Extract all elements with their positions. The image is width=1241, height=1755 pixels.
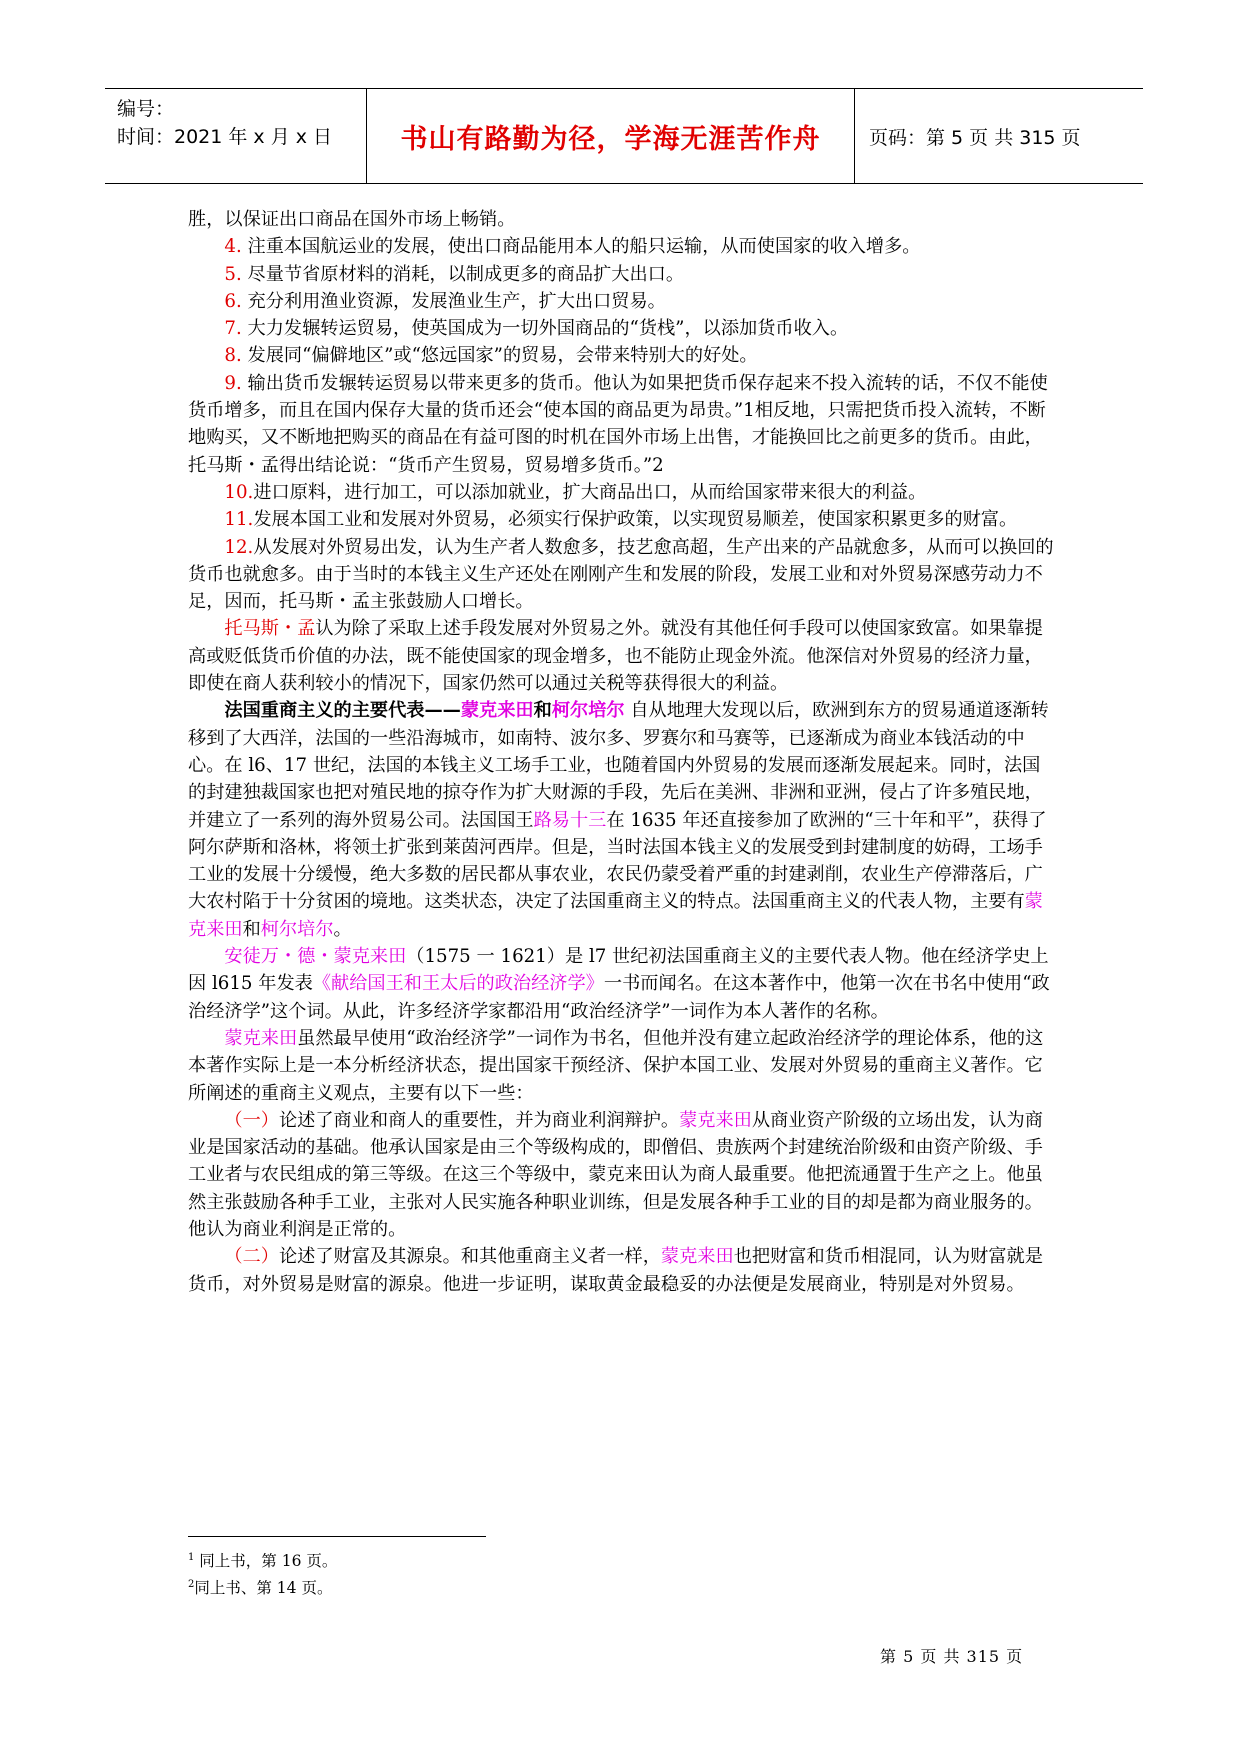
item-number: 11. <box>224 509 254 531</box>
document-body <box>188 206 1056 1298</box>
footnote-text: 同上书、第 14 页。 <box>194 1579 333 1598</box>
person-name: 蒙克来田 <box>224 1027 298 1049</box>
paragraph-text: 虽然最早使用“政治经济学”一词作为书名，但他并没有建立起政治经济学的理论体系，他的这本著作实际上是一本分析经济状态，提出国家干预经济、保护本国工业、发展对外贸易的重商主义著作。它所阐述的重商主义观点，主要有以下一些： <box>188 1027 1044 1104</box>
item-text: 输出货币发辗转运贸易以带来更多的货币。他认为如果把货币保存起来不投入流转的话，不仅不能使货币增多，而且在国内保存大量的货币还会“使本国的商品更为昂贵。”1相反地，只需把货币投入流转，不断地购买，又不断地把购买的商品在有益可图的时机在国外市场上出售，才能换回比之前更多的货币。由此，托马斯・孟得出结论说：“货币产生贸易，贸易增多货币。”2 <box>188 372 1048 476</box>
section-heading: 法国重商主义的主要代表—— <box>224 700 461 722</box>
page-number-footer: 第 5 页 共 315 页 <box>880 1647 1024 1666</box>
item-text: 大力发辗转运贸易，使英国成为一切外国商品的“货栈”，以添加货币收入。 <box>241 318 849 340</box>
person-name: 托马斯・孟 <box>224 618 316 640</box>
header-motto: 书山有路勤为径，学海无涯苦作舟 <box>367 89 855 183</box>
item-number: 10. <box>224 481 254 503</box>
person-name: 蒙克来田 <box>188 891 1043 940</box>
paragraph-text: 论述了财富及其源泉。和其他重商主义者一样， <box>278 1246 661 1268</box>
list-item <box>188 534 1056 616</box>
time-label: 时间：2021 年 x 月 x 日 <box>117 126 333 148</box>
item-text: 从发展对外贸易出发，认为生产者人数愈多，技艺愈高超，生产出来的产品就愈多，从而可以换回的货币也就愈多。由于当时的本钱主义生产还处在刚刚产生和发展的阶段，发展工业和对外贸易深感劳动力不足，因而，托马斯・孟主张鼓励人口增长。 <box>188 536 1054 613</box>
footnote-mark: 2 <box>188 1579 195 1591</box>
heading-conjunction: 和 <box>533 700 552 722</box>
paragraph-text: 一书而闻名。在这本著作中，他第一次在书名中使用“政治经济学”这个词。从此，许多经济学家都沿用“政治经济学”一词作为本人著作的名称。 <box>188 973 1050 1022</box>
paragraph-point-two <box>188 1243 1056 1298</box>
paragraph-text: 从商业资产阶级的立场出发，认为商业是国家活动的基础。他承认国家是由三个等级构成的，即僧侣、贵族两个封建统治阶级和由资产阶级、手工业者与农民组成的第三等级。在这三个等级中，蒙克来田认为商人最重要。他把流通置于生产之上。他虽然主张鼓励各种手工业，主张对人民实施各种职业训练，但是发展各种手工业的目的却是都为商业服务的。他认为商业利润是正常的。 <box>188 1109 1043 1240</box>
item-text: 注重本国航运业的发展，使出口商品能用本人的船只运输，从而使国家的收入增多。 <box>241 236 921 258</box>
paragraph-text: 在 1635 年还直接参加了欧洲的“三十年和平”，获得了阿尔萨斯和洛林，将领土扩张到莱茵河西岸。但是，当时法国本钱主义的发展受到封建制度的妨碍，工场手工业的发展十分缓慢，绝大多数的居民都从事农业，农民仍蒙受着严重的封建剥削，农业生产停滞落后，广大农村陷于十分贫困的境地。这类状态，决定了法国重商主义的特点。法国重商主义的代表人物，主要有 <box>188 809 1047 913</box>
footnote-divider <box>188 1536 486 1537</box>
list-item <box>188 342 1056 369</box>
item-number: 12. <box>224 536 254 558</box>
serial-label: 编号： <box>117 98 175 120</box>
item-text: 尽量节省原材料的消耗，以制成更多的商品扩大出口。 <box>241 263 685 285</box>
item-number: 5. <box>224 263 242 285</box>
book-title: 《献给国王和王太后的政治经济学》 <box>312 973 604 995</box>
item-number: 6. <box>224 290 242 312</box>
paragraph-montchretien <box>188 1025 1056 1107</box>
list-item <box>188 261 1056 288</box>
person-name: 安徒万・德・蒙克来田 <box>224 946 407 968</box>
paragraph-france <box>188 697 1056 943</box>
paragraph-text: 认为除了采取上述手段发展对外贸易之外。就没有其他任何手段可以使国家致富。如果靠提高或贬低货币价值的办法，既不能使国家的现金增多，也不能防止现金外流。他深信对外贸易的经济力量，即使在商人获利较小的情况下，国家仍然可以通过关税等获得很大的利益。 <box>188 618 1043 695</box>
item-number: 4. <box>224 236 242 258</box>
paragraph-antoine <box>188 943 1056 1025</box>
header-page-label: 页码：第 5 页 共 315 页 <box>869 126 1081 149</box>
list-item <box>188 315 1056 342</box>
item-number: 8. <box>224 345 242 367</box>
person-name: 蒙克来田 <box>460 700 534 722</box>
paragraph-point-one <box>188 1107 1056 1243</box>
paragraph-intro: 胜，以保证出口商品在国外市场上畅销。 <box>188 209 516 230</box>
list-item <box>188 233 1056 260</box>
paragraph-text: 自从地理大发现以后，欧洲到东方的贸易通道逐渐转移到了大西洋，法国的一些沿海城市，如南特、波尔多、罗赛尔和马赛等，已逐渐成为商业本钱活动的中心。在 l6、17 世纪，法国的本钱主义工场手工业，也随着国内外贸易的发展而逐渐发展起来。同时，法国的封建独裁国家也把对殖民地的掠夺作为扩大财源的手段，先后在美洲、非洲和亚洲，侵占了许多殖民地，并建立了一系列的海外贸易公司。法国国王 <box>188 700 1049 831</box>
paragraph-text: 论述了商业和商人的重要性，并为商业利润辩护。 <box>278 1109 680 1131</box>
item-text: 发展本国工业和发展对外贸易，必须实行保护政策，以实现贸易顺差，使国家积累更多的财富。 <box>253 509 1018 531</box>
paragraph-text: 和 <box>242 918 261 940</box>
paragraph-meng <box>188 615 1056 697</box>
paragraph-text: 。 <box>333 918 352 940</box>
paragraph-text: （1575 一 1621）是 l7 世纪初法国重商主义的主要代表人物。他在经济学史上因 l615 年发表 <box>188 946 1049 995</box>
paragraph-text: 也把财富和货币相混同，认为财富就是货币，对外贸易是财富的源泉。他进一步证明，谋取黄金最稳妥的办法便是发展商业，特别是对外贸易。 <box>188 1246 1043 1295</box>
footnote-text: 同上书，第 16 页。 <box>194 1552 338 1571</box>
person-name: 柯尔培尔 <box>551 700 625 722</box>
footnote-1 <box>188 1546 337 1573</box>
list-item <box>188 288 1056 315</box>
list-item <box>188 479 1056 506</box>
list-item <box>188 370 1056 479</box>
point-number: （一） <box>224 1109 279 1131</box>
person-name: 路易十三 <box>533 809 607 831</box>
item-text: 发展同“偏僻地区”或“悠远国家”的贸易，会带来特别大的好处。 <box>241 345 758 367</box>
footnote-mark: 1 <box>188 1552 195 1563</box>
header-meta <box>105 89 367 183</box>
item-text: 进口原料，进行加工，可以添加就业，扩大商品出口，从而给国家带来很大的利益。 <box>253 481 927 503</box>
item-number: 9. <box>224 372 242 394</box>
list-item <box>188 506 1056 533</box>
header-table <box>105 88 1143 184</box>
item-text: 充分利用渔业资源，发展渔业生产，扩大出口贸易。 <box>241 290 666 312</box>
footnote-2 <box>188 1573 337 1600</box>
footnotes <box>188 1546 337 1600</box>
person-name: 蒙克来田 <box>679 1109 752 1131</box>
person-name: 柯尔培尔 <box>260 918 334 940</box>
point-number: （二） <box>224 1246 279 1268</box>
item-number: 7. <box>224 318 242 340</box>
person-name: 蒙克来田 <box>660 1246 734 1268</box>
